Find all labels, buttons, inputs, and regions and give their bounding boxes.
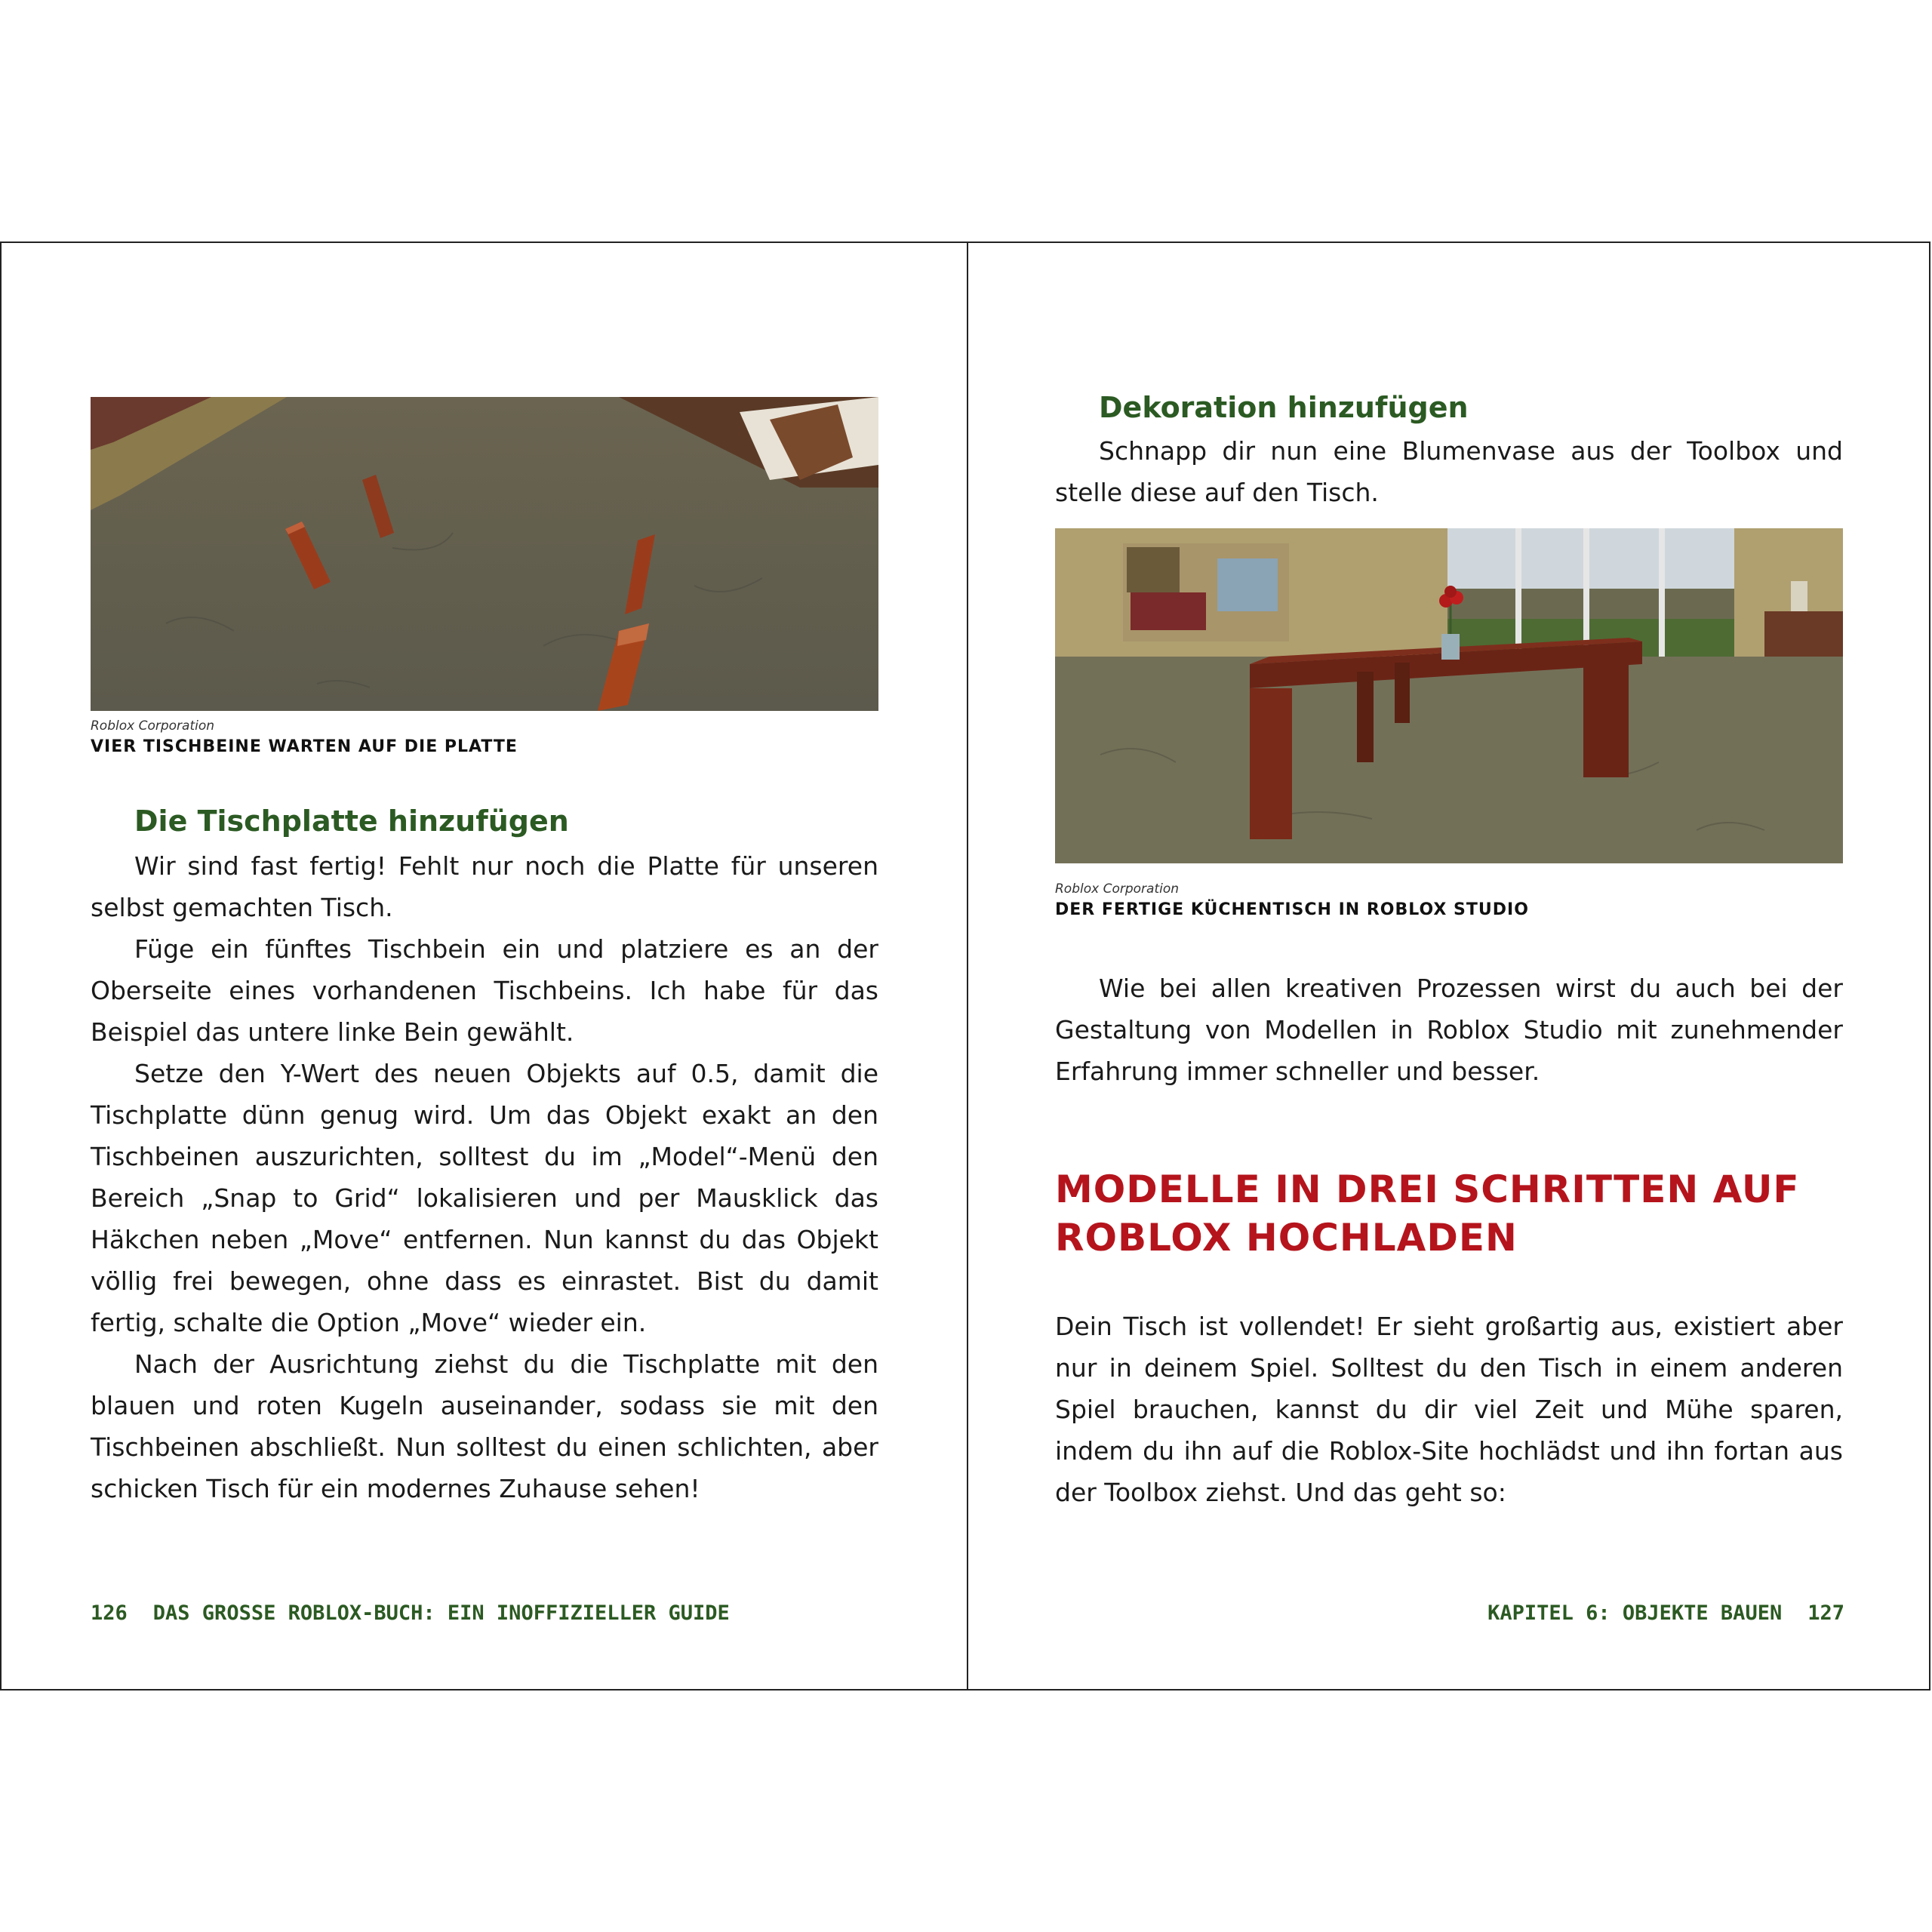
image-caption: DER FERTIGE KÜCHENTISCH IN ROBLOX STUDIO [1055, 900, 1529, 919]
intro-text [1055, 430, 1843, 513]
image-caption: VIER TISCHBEINE WARTEN AUF DIE PLATTE [91, 737, 518, 756]
subheading: Dekoration hinzufügen [1099, 391, 1469, 424]
body-text [91, 845, 878, 1509]
paragraph: Füge ein fünftes Tischbein ein und platziere es an der Oberseite eines vorhandenen Tischbeins. Ich habe für das Beispiel das untere linke Bein gewählt. [91, 934, 878, 1047]
page-gutter-divider [967, 243, 968, 1689]
left-page [91, 243, 880, 1689]
table-legs-scene [91, 397, 878, 711]
page-footer [1487, 1601, 1844, 1625]
section-text [1055, 1306, 1843, 1513]
image-credit: Roblox Corporation [91, 718, 215, 734]
subheading: Die Tischplatte hinzufügen [134, 804, 569, 838]
right-page [1055, 243, 1844, 1689]
body-text [1055, 968, 1843, 1092]
page-number: 126 [91, 1601, 128, 1625]
finished-table-scene [1055, 528, 1843, 863]
paragraph: Wie bei allen kreativen Prozessen wirst du auch bei der Gestaltung von Modellen in Roblox Studio mit zunehmender Erfahrung immer schneller und besser. [1055, 974, 1843, 1086]
section-heading: MODELLE IN DREI SCHRITTEN AUF ROBLOX HOCHLADEN [1055, 1168, 1800, 1260]
page-footer [91, 1601, 730, 1625]
paragraph: Nach der Ausrichtung ziehst du die Tischplatte mit den blauen und roten Kugeln auseinander, sodass sie mit den Tischbeinen abschließt. Nun solltest du einen schlichten, aber schicken Tisch für ein modernes Zuhause sehen! [91, 1349, 878, 1503]
page-number: 127 [1807, 1601, 1844, 1625]
screenshot-table-legs [91, 397, 878, 711]
paragraph: Schnapp dir nun eine Blumenvase aus der Toolbox und stelle diese auf den Tisch. [1055, 436, 1843, 507]
running-title: DAS GROSSE ROBLOX-BUCH: EIN INOFFIZIELLER GUIDE [152, 1601, 730, 1625]
screenshot-finished-table [1055, 528, 1843, 863]
paragraph: Dein Tisch ist vollendet! Er sieht großartig aus, existiert aber nur in deinem Spiel. Solltest du den Tisch in einem anderen Spiel brauchen, kannst du dir viel Zeit und Mühe sparen, indem du ihn auf die Roblox-Site hochlädst und ihn fortan aus der Toolbox ziehst. Und das geht so: [1055, 1312, 1843, 1507]
paragraph: Setze den Y-Wert des neuen Objekts auf 0.5, damit die Tischplatte dünn genug wird. Um das Objekt exakt an den Tischbeinen auszurichten, solltest du im „Model“-Menü den Bereich „Snap to Grid“ lokalisieren und per Mausklick das Häkchen neben „Move“ entfernen. Nun kannst du das Objekt völlig frei bewegen, ohne dass es einrastet. Bist du damit fertig, schalte die Option „Move“ wieder ein. [91, 1059, 878, 1337]
running-title: KAPITEL 6: OBJEKTE BAUEN [1487, 1601, 1783, 1625]
image-credit: Roblox Corporation [1055, 881, 1180, 897]
book-spread [0, 242, 1930, 1690]
paragraph: Wir sind fast fertig! Fehlt nur noch die Platte für unseren selbst gemachten Tisch. [91, 851, 878, 922]
